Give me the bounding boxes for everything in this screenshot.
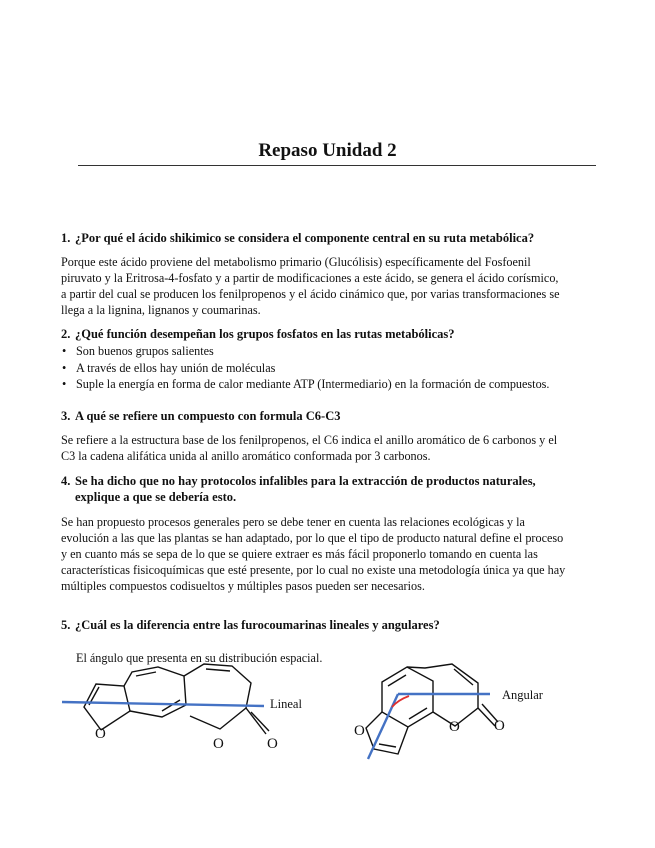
answer-line: a partir del cual se producen los fenilpropenos y el ácido cinámico que, por varias transformaciones se (61, 287, 560, 301)
answer-line: múltiples compuestos codisueltos y múltiples pasos pueden ser necesarios. (61, 579, 425, 593)
linear-label: Lineal (270, 697, 302, 711)
question-number: 5. (61, 618, 71, 632)
question-number: 2. (61, 327, 71, 341)
question-text: ¿Cuál es la diferencia entre las furocoumarinas lineales y angulares? (75, 618, 440, 632)
answer-line: piruvato y la Eritrosa-4-fosfato y a partir de modificaciones a este ácido, se genera el ácido corísmico, (61, 271, 559, 285)
answer-line: Se han propuesto procesos generales pero se debe tener en cuenta las relaciones ecológicas y la (61, 515, 525, 529)
answer-line: Se refiere a la estructura base de los fenilpropenos, el C6 indica el anillo aromático de 6 carbonos y el (61, 433, 558, 447)
oxygen-label: O (449, 719, 460, 735)
page-title: Repaso Unidad 2 (258, 140, 397, 161)
answer-line: y en cuanto más se sepa de lo que se quiere extraer es más fácil proponerlo tomando en cuenta las (61, 547, 538, 561)
list-item: • A través de ellos hay unión de moléculas (61, 360, 621, 377)
question-text: Se ha dicho que no hay protocolos infalibles para la extracción de productos naturales, (75, 474, 536, 488)
list-item: • Son buenos grupos salientes (61, 343, 621, 360)
oxygen-label: O (95, 726, 106, 742)
answer-line: llega a la lignina, lignanos y coumarinas. (61, 303, 261, 317)
answer-line: características fisicoquímicas que esté presente, por lo cual no existe una metodología única ya que hay (61, 563, 566, 577)
question-text: ¿Qué función desempeñan los grupos fosfatos en las rutas metabólicas? (75, 327, 455, 341)
angular-axis-diagonal (368, 694, 398, 759)
question-text: explique a que se debería esto. (75, 490, 237, 504)
oxygen-label: O (494, 718, 505, 734)
question-number: 4. (61, 474, 71, 488)
oxygen-label: O (213, 736, 224, 752)
oxygen-label: O (354, 723, 365, 739)
question-text: ¿Por qué el ácido shikimico se considera el componente central en su ruta metabólica? (75, 231, 535, 245)
answer-line: C3 la cadena alifática unida al anillo aromático conformada por 3 carbonos. (61, 449, 431, 463)
question-number: 1. (61, 231, 71, 245)
question-text: A qué se refiere un compuesto con formula C6-C3 (75, 409, 341, 423)
answer-5: El ángulo que presenta en su distribución espacial. (76, 651, 323, 665)
angular-label: Angular (502, 688, 543, 702)
list-item: • Suple la energía en forma de calor mediante ATP (Intermediario) en la formación de compuestos. (61, 376, 621, 393)
oxygen-label: O (267, 736, 278, 752)
answer-line: Porque este ácido proviene del metabolismo primario (Glucólisis) específicamente del Fosfoenil (61, 255, 531, 269)
question-number: 3. (61, 409, 71, 423)
answer-line: evolución a las que las plantas se han adaptado, por lo que el tipo de producto natural define el proceso (61, 531, 564, 545)
